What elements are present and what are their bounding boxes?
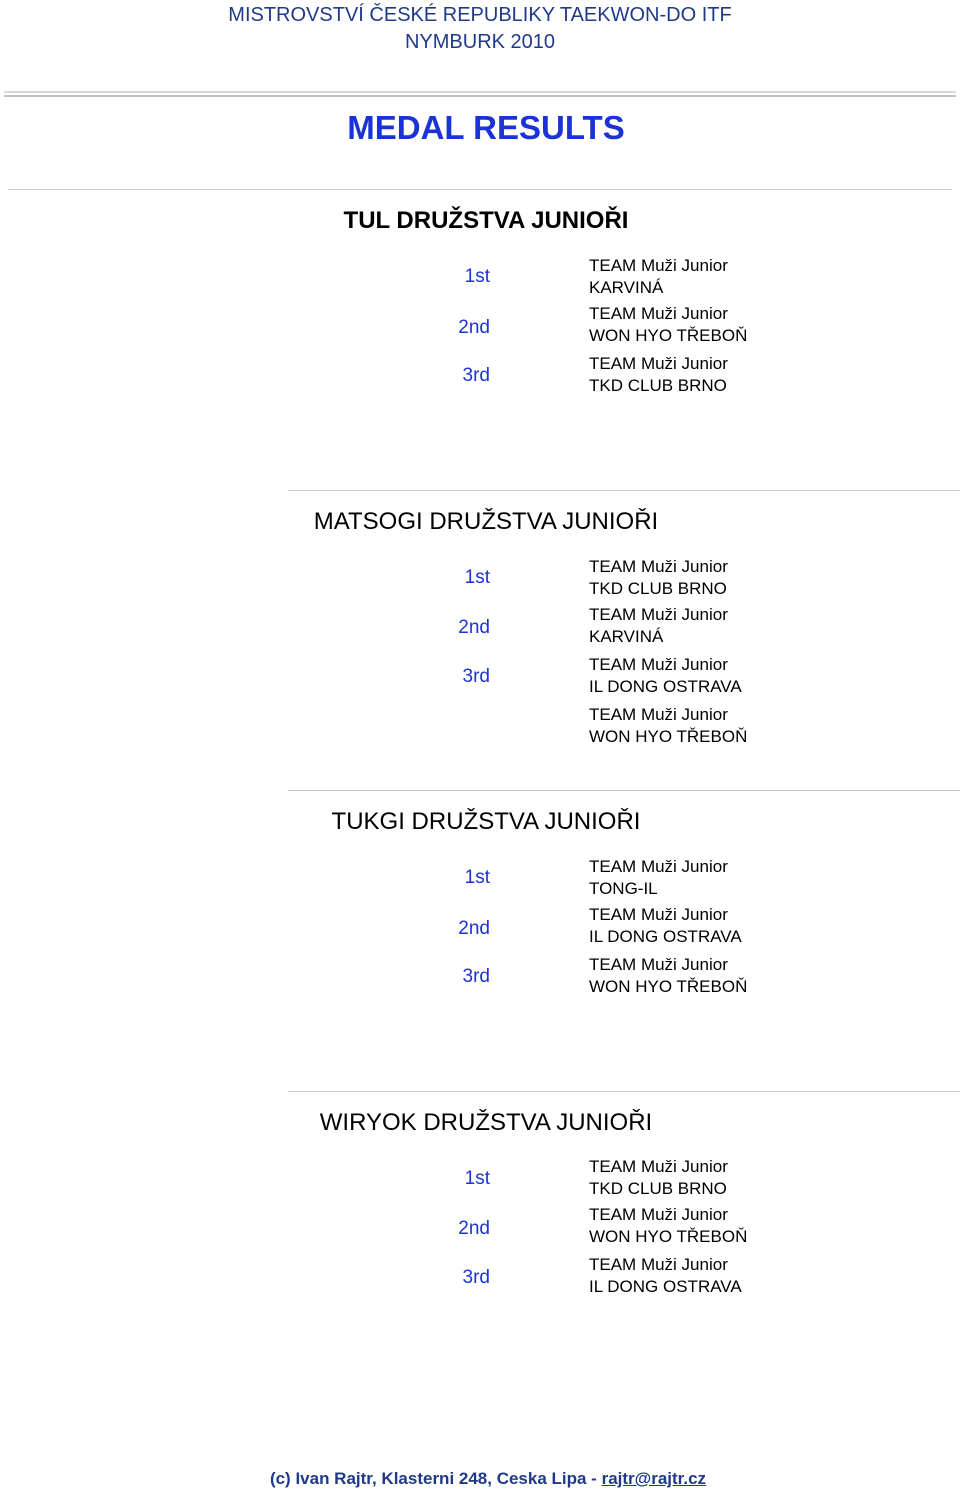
- result-club: TKD CLUB BRNO: [589, 579, 727, 598]
- place-label: 3rd: [462, 365, 490, 386]
- result-team-category: TEAM Muži Junior: [589, 605, 728, 624]
- section-divider: [288, 1091, 960, 1092]
- result-club: KARVINÁ: [589, 627, 664, 646]
- championship-location: NYMBURK 2010: [404, 31, 556, 53]
- result-club: TONG-IL: [589, 879, 658, 898]
- place-label: 1st: [464, 266, 490, 287]
- title-divider: [8, 189, 952, 190]
- place-label: 3rd: [462, 966, 490, 987]
- result-entry: [589, 1254, 742, 1298]
- result-team-category: TEAM Muži Junior: [589, 705, 728, 724]
- championship-title: MISTROVSTVÍ ČESKÉ REPUBLIKY TAEKWON-DO ITF: [228, 4, 732, 26]
- place-label: 1st: [464, 1168, 490, 1189]
- place-label: 1st: [464, 567, 490, 588]
- result-team-category: TEAM Muži Junior: [589, 304, 728, 323]
- category-title-wiryok: WIRYOK DRUŽSTVA JUNIOŘI: [319, 1109, 653, 1136]
- result-club: WON HYO TŘEBOŇ: [589, 326, 748, 345]
- result-entry: [589, 954, 747, 998]
- result-entry: [589, 353, 728, 397]
- page-title: MEDAL RESULTS: [347, 109, 625, 146]
- result-club: IL DONG OSTRAVA: [589, 1277, 742, 1296]
- result-club: WON HYO TŘEBOŇ: [589, 1227, 748, 1246]
- result-entry: [589, 856, 728, 900]
- result-entry: [589, 303, 747, 347]
- place-label: 2nd: [458, 317, 490, 338]
- result-team-category: TEAM Muži Junior: [589, 655, 728, 674]
- result-team-category: TEAM Muži Junior: [589, 557, 728, 576]
- category-title-tul: TUL DRUŽSTVA JUNIOŘI: [343, 207, 629, 234]
- result-club: TKD CLUB BRNO: [589, 1179, 727, 1198]
- category-title-matsogi: MATSOGI DRUŽSTVA JUNIOŘI: [313, 508, 659, 535]
- result-team-category: TEAM Muži Junior: [589, 1205, 728, 1224]
- result-club: WON HYO TŘEBOŇ: [589, 977, 748, 996]
- footer-credit: (c) Ivan Rajtr, Klasterni 248, Ceska Lipa -: [269, 1469, 602, 1488]
- place-label: 1st: [464, 867, 490, 888]
- place-label: 3rd: [462, 666, 490, 687]
- place-label: 2nd: [458, 617, 490, 638]
- result-club: IL DONG OSTRAVA: [589, 677, 742, 696]
- header-divider: [4, 91, 956, 97]
- result-entry: [589, 556, 728, 600]
- result-club: WON HYO TŘEBOŇ: [589, 727, 748, 746]
- result-entry: [589, 904, 742, 948]
- place-label: 3rd: [462, 1267, 490, 1288]
- page-footer: [0, 1467, 960, 1491]
- page-header: [0, 0, 960, 56]
- result-team-category: TEAM Muži Junior: [589, 905, 728, 924]
- category-title-tukgi: TUKGI DRUŽSTVA JUNIOŘI: [331, 808, 641, 835]
- result-team-category: TEAM Muži Junior: [589, 1255, 728, 1274]
- place-label: 2nd: [458, 1218, 490, 1239]
- result-entry: [589, 704, 747, 748]
- result-club: KARVINÁ: [589, 278, 664, 297]
- footer-email-link[interactable]: rajtr@rajtr.cz: [601, 1469, 707, 1488]
- result-entry: [589, 654, 742, 698]
- result-entry: [589, 604, 728, 648]
- result-entry: [589, 255, 728, 299]
- section-divider: [288, 490, 960, 491]
- result-entry: [589, 1156, 728, 1200]
- result-club: TKD CLUB BRNO: [589, 376, 727, 395]
- section-divider: [288, 790, 960, 791]
- result-team-category: TEAM Muži Junior: [589, 256, 728, 275]
- result-team-category: TEAM Muži Junior: [589, 1157, 728, 1176]
- result-team-category: TEAM Muži Junior: [589, 354, 728, 373]
- result-club: IL DONG OSTRAVA: [589, 927, 742, 946]
- result-team-category: TEAM Muži Junior: [589, 857, 728, 876]
- place-label: 2nd: [458, 918, 490, 939]
- result-team-category: TEAM Muži Junior: [589, 955, 728, 974]
- result-entry: [589, 1204, 747, 1248]
